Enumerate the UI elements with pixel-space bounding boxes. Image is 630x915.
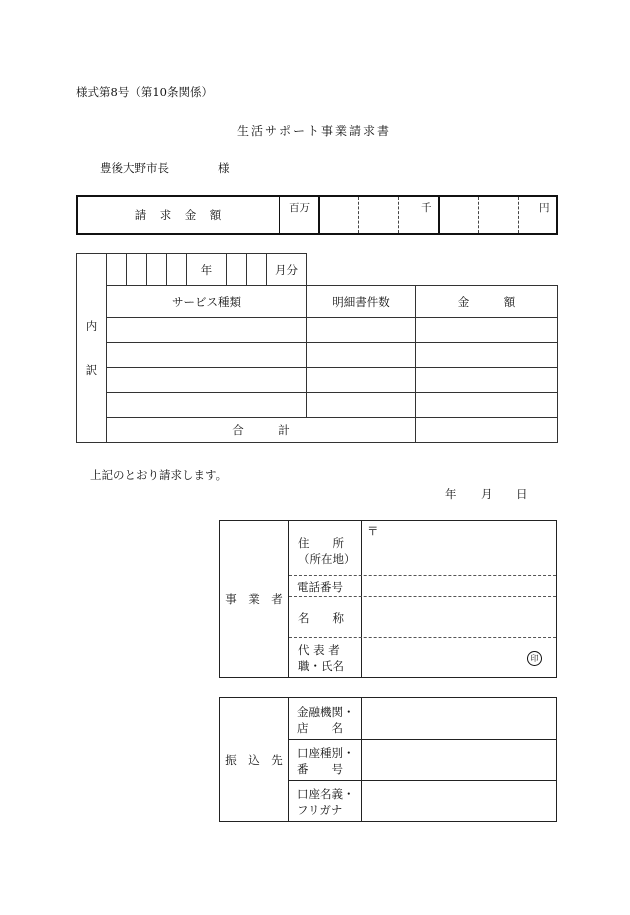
representative-label-line1: 代 表 者 [298, 643, 340, 657]
date-year-label: 年 [445, 487, 457, 501]
year-label: 年 [187, 254, 227, 286]
address-label-line2: （所在地） [298, 552, 356, 566]
service-type-cell[interactable] [107, 393, 307, 418]
month-digit-2[interactable] [247, 254, 267, 286]
billing-amount-box [76, 195, 558, 235]
billing-period-row [77, 254, 558, 286]
transfer-destination-box [219, 697, 557, 822]
bank-institution-label-line2: 店 名 [297, 721, 343, 735]
representative-label-line2: 職・氏名 [298, 659, 344, 673]
amount-cell[interactable] [416, 393, 558, 418]
company-name-field[interactable] [363, 597, 555, 637]
account-name-label-line1: 口座名義・ [297, 787, 355, 801]
breakdown-row [77, 393, 558, 418]
date-month-label: 月 [481, 487, 493, 501]
service-type-cell[interactable] [107, 318, 307, 343]
company-name-label: 名 称 [298, 611, 344, 625]
address-field[interactable] [363, 521, 555, 575]
total-label: 合 計 [107, 418, 416, 443]
service-type-cell[interactable] [107, 368, 307, 393]
account-type-label-line2: 番 号 [297, 762, 343, 776]
seal-mark-icon: 印 [527, 651, 542, 666]
phone-label: 電話番号 [297, 580, 343, 594]
unit-thousand: 千 [421, 202, 432, 214]
bank-institution-label-line1: 金融機関・ [297, 705, 355, 719]
header-amount: 金 額 [416, 286, 558, 318]
bank-institution-field[interactable] [363, 698, 555, 739]
month-digit-1[interactable] [227, 254, 247, 286]
address-label-line1: 住 所 [298, 536, 344, 550]
business-group-label: 事 業 者 [225, 592, 283, 606]
addressee-honorific: 様 [218, 161, 230, 175]
service-type-cell[interactable] [107, 343, 307, 368]
year-digit-1[interactable] [107, 254, 127, 286]
representative-label [298, 642, 344, 674]
header-statement-count: 明細書件数 [307, 286, 416, 318]
account-type-label-line1: 口座種別・ [297, 746, 355, 760]
account-name-field[interactable] [363, 781, 555, 821]
statement-count-cell[interactable] [307, 343, 416, 368]
breakdown-side-label [77, 254, 107, 443]
side-label-top: 内 [85, 319, 98, 333]
account-name-label [297, 786, 355, 818]
amount-cell[interactable] [416, 318, 558, 343]
amount-cell[interactable] [416, 368, 558, 393]
month-label: 月分 [267, 254, 307, 286]
statement-count-cell[interactable] [307, 318, 416, 343]
year-digit-2[interactable] [127, 254, 147, 286]
breakdown-row [77, 318, 558, 343]
year-digit-3[interactable] [147, 254, 167, 286]
address-label [298, 535, 356, 567]
side-label-bottom: 訳 [85, 363, 98, 377]
addressee-office: 豊後大野市長 [100, 161, 169, 175]
breakdown-table [76, 253, 558, 443]
header-service-type: サービス種類 [107, 286, 307, 318]
breakdown-header-row [77, 286, 558, 318]
page-title: 生活サポート事業請求書 [237, 124, 392, 138]
unit-million: 百万 [289, 202, 310, 214]
amount-cell[interactable] [416, 343, 558, 368]
account-type-label [297, 745, 355, 777]
total-amount-cell[interactable] [416, 418, 558, 443]
unit-yen: 円 [539, 202, 550, 214]
business-operator-box [219, 520, 557, 678]
breakdown-row [77, 368, 558, 393]
transfer-group-label: 振 込 先 [225, 752, 283, 767]
statement-text: 上記のとおり請求します。 [90, 468, 228, 482]
date-day-label: 日 [516, 487, 528, 501]
year-digit-4[interactable] [167, 254, 187, 286]
statement-count-cell[interactable] [307, 393, 416, 418]
account-name-label-line2: フリガナ [297, 803, 343, 817]
form-number: 様式第8号（第10条関係） [76, 85, 213, 99]
account-type-field[interactable] [363, 740, 555, 780]
billing-amount-label: 請 求 金 額 [134, 208, 223, 222]
amount-input-area[interactable] [321, 197, 557, 233]
phone-field[interactable] [363, 576, 555, 596]
statement-count-cell[interactable] [307, 368, 416, 393]
total-row [77, 418, 558, 443]
breakdown-row [77, 343, 558, 368]
postal-mark: 〒 [367, 524, 379, 538]
bank-institution-label [297, 704, 355, 736]
